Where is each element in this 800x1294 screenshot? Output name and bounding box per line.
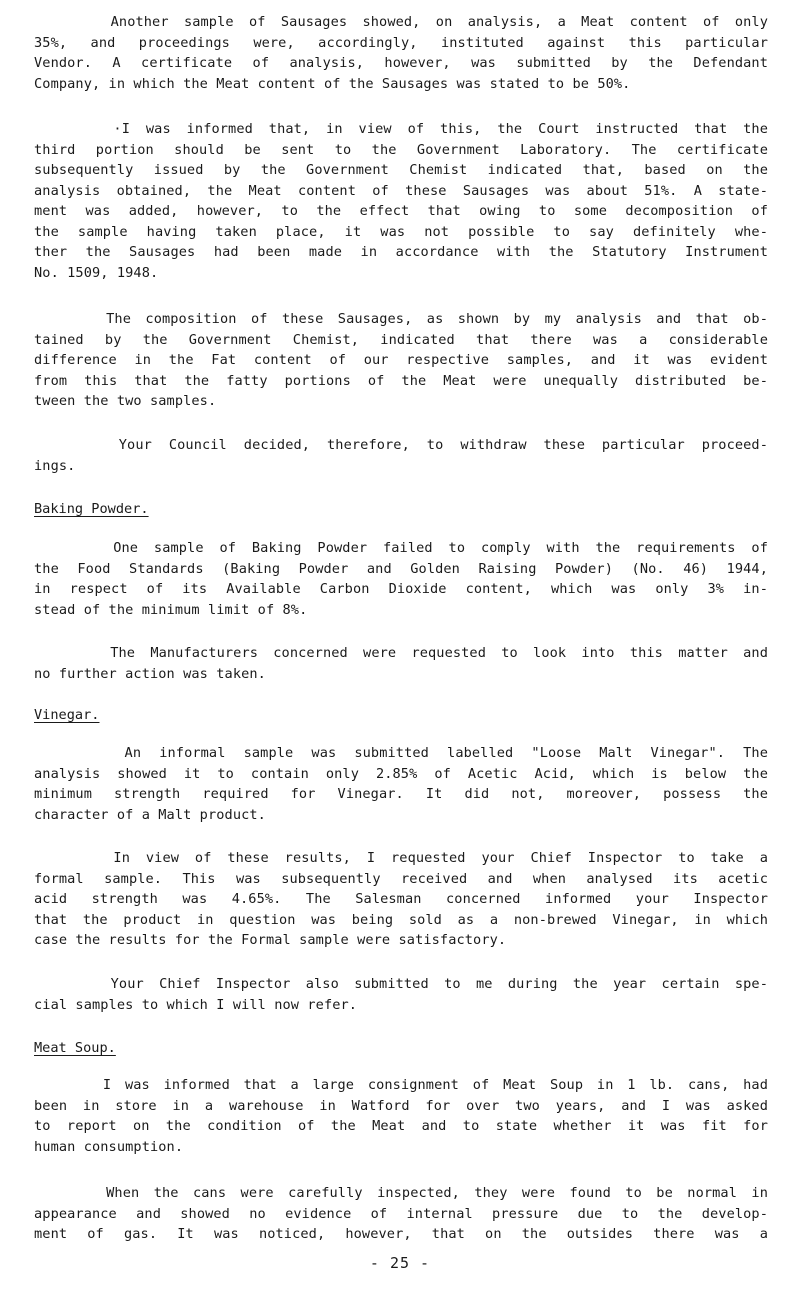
text-line: Another sample of Sausages showed, on analysis, a Meat content of only [34, 14, 768, 30]
text-line: no further action was taken. [34, 665, 266, 682]
paragraph-vinegar-informal [34, 743, 768, 825]
paragraph-special-samples [34, 974, 768, 1015]
text-line: tween the two samples. [34, 393, 217, 409]
text-line: minimum strength required for Vinegar. It did not, moreover, possess the [34, 786, 768, 802]
section-heading-baking-powder: Baking Powder. [34, 501, 149, 517]
text-line: the sample having taken place, it was not possible to say definitely whe- [34, 223, 768, 240]
text-line: The Manufacturers concerned were requested to look into this matter and [34, 645, 768, 661]
text-line: the Food Standards (Baking Powder and Golden Raising Powder) (No. 46) 1944, [34, 560, 768, 577]
text-line: that the product in question was being sold as a non-brewed Vinegar, in which [34, 911, 768, 928]
text-line: from this that the fatty portions of the Meat were unequally distributed be- [34, 372, 768, 389]
section-heading-vinegar: Vinegar. [34, 707, 100, 723]
text-line: ings. [34, 457, 76, 474]
text-line: formal sample. This was subsequently received and when analysed its acetic [34, 870, 768, 887]
text-line: been in store in a warehouse in Watford for over two years, and I was asked [34, 1097, 768, 1114]
text-line: I was informed that a large consignment of Meat Soup in 1 lb. cans, had [34, 1077, 768, 1093]
text-line: When the cans were carefully inspected, they were found to be normal in [34, 1185, 768, 1201]
text-line: Vendor. A certificate of analysis, however, was submitted by the Defendant [34, 55, 768, 71]
text-line: ·I was informed that, in view of this, the Court instructed that the [34, 121, 768, 137]
paragraph-sausages-sample [34, 12, 768, 94]
text-line: No. 1509, 1948. [34, 264, 159, 281]
text-line: cial samples to which I will now refer. [34, 996, 358, 1013]
text-line: Your Council decided, therefore, to withdraw these particular proceed- [34, 437, 768, 453]
text-line: analysis showed it to contain only 2.85% of Acetic Acid, which is below the [34, 765, 768, 782]
text-line: tained by the Government Chemist, indicated that there was a considerable [34, 331, 768, 348]
text-line: 35%, and proceedings were, accordingly, instituted against this particular [34, 34, 768, 51]
text-line: in respect of its Available Carbon Dioxide content, which was only 3% in- [34, 581, 768, 597]
text-line: ment was added, however, to the effect that owing to some decomposition of [34, 203, 768, 219]
text-line: ther the Sausages had been made in accordance with the Statutory Instrument [34, 244, 768, 260]
paragraph-cans-inspected [34, 1183, 768, 1245]
section-heading-meat-soup: Meat Soup. [34, 1040, 116, 1056]
text-line: An informal sample was submitted labelled "Loose Malt Vinegar". The [34, 745, 768, 761]
paragraph-manufacturers [34, 643, 768, 684]
text-line: stead of the minimum limit of 8%. [34, 601, 308, 618]
paragraph-composition [34, 309, 768, 412]
text-line: ment of gas. It was noticed, however, that on the outsides there was a [34, 1226, 768, 1242]
text-line: One sample of Baking Powder failed to comply with the requirements of [34, 540, 768, 556]
text-line: Your Chief Inspector also submitted to me during the year certain spe- [34, 976, 768, 992]
paragraph-council-decision [34, 435, 768, 476]
text-line: appearance and showed no evidence of internal pressure due to the develop- [34, 1205, 768, 1222]
text-line: The composition of these Sausages, as shown by my analysis and that ob- [34, 311, 768, 327]
text-line: third portion should be sent to the Government Laboratory. The certificate [34, 141, 768, 158]
paragraph-government-laboratory [34, 119, 768, 283]
text-line: human consumption. [34, 1138, 184, 1155]
text-line: In view of these results, I requested your Chief Inspector to take a [34, 850, 768, 866]
text-line: Company, in which the Meat content of the Sausages was stated to be 50%. [34, 75, 631, 92]
text-line: to report on the condition of the Meat and to state whether it was fit for [34, 1118, 768, 1134]
text-line: acid strength was 4.65%. The Salesman concerned informed your Inspector [34, 891, 768, 907]
page-number: - 25 - [369, 1254, 431, 1272]
text-line: difference in the Fat content of our respective samples, and it was evident [34, 352, 768, 368]
text-line: character of a Malt product. [34, 806, 266, 823]
text-line: analysis obtained, the Meat content of these Sausages was about 51%. A state- [34, 182, 768, 199]
text-line: subsequently issued by the Government Chemist indicated that, based on the [34, 162, 768, 178]
paragraph-baking-powder-sample [34, 538, 768, 620]
paragraph-meat-soup-consignment [34, 1075, 768, 1157]
paragraph-vinegar-formal [34, 848, 768, 951]
text-line: case the results for the Formal sample were satisfactory. [34, 932, 507, 948]
